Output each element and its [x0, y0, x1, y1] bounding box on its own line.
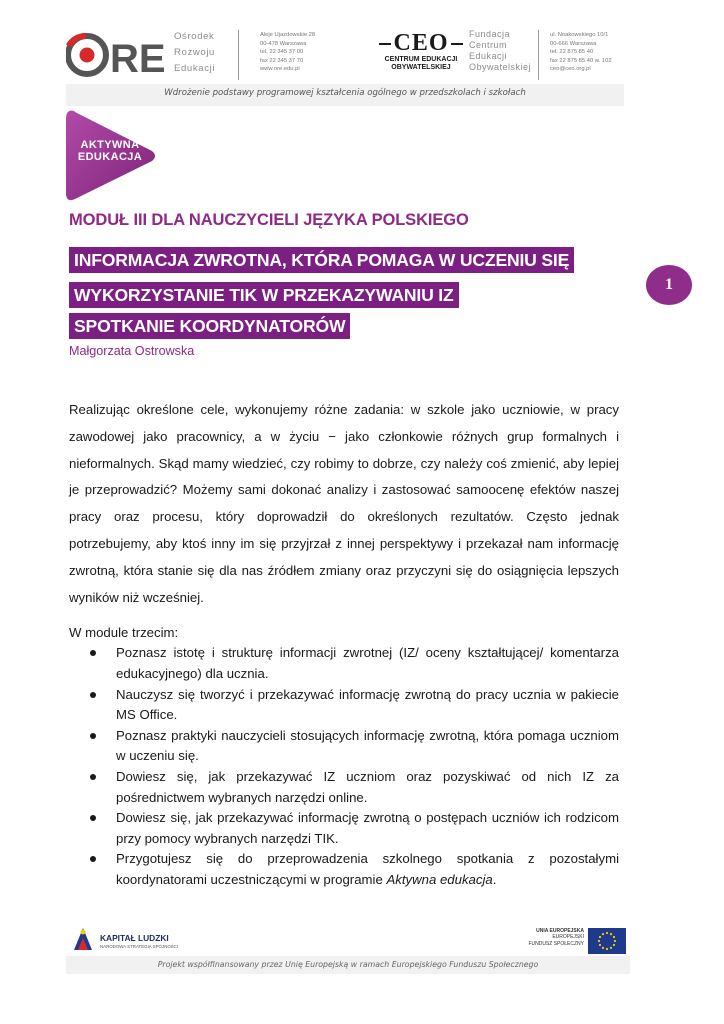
- page-header: [66, 24, 624, 104]
- page-number-badge: 1: [646, 265, 692, 305]
- ceo-name: Fundacja Centrum Edukacji Obywatelskiej: [469, 29, 532, 72]
- list-item: Przygotujesz się do przeprowadzenia szkolnego spotkania z pozostałymi koordynatorami uczestniczącymi w programie Aktywna edukacja.: [69, 849, 619, 890]
- bullet-icon: [90, 733, 96, 739]
- title-line-3: SPOTKANIE KOORDYNATORÓW: [69, 313, 350, 339]
- ceo-address: ul. Noakowskiego 10/1 00-666 Warszawa tel. 22 875 85 40 fax 22 875 85 40 w. 102 ceo@ceo.org.pl: [550, 32, 612, 73]
- list-lead: W module trzecim:: [69, 625, 179, 641]
- header-tagline: Wdrożenie podstawy programowej kształcenia ogólnego w przedszkolach i szkołach: [164, 88, 526, 98]
- ore-logo: [66, 32, 170, 78]
- title-line-2: WYKORZYSTANIE TIK W PRZEKAZYWANIU IZ: [69, 282, 459, 308]
- eu-label: UNIA EUROPEJSKA EUROPEJSKI FUNDUSZ SPOŁECZNY: [528, 928, 584, 947]
- bullet-icon: [90, 856, 96, 862]
- ceo-logo: [376, 30, 466, 80]
- bullet-icon: [90, 815, 96, 821]
- ore-name: Ośrodek Rozwoju Edukacji: [174, 31, 216, 74]
- list-item: Dowiesz się, jak przekazywać informację zwrotną o postępach uczniów ich rodzicom przy pomocy wybranych narzędzi TIK.: [69, 808, 619, 849]
- ore-address: Aleje Ujazdowskie 28 00-478 Warszawa tel. 22 345 37 00 fax 22 345 37 70 www.ore.edu.pl: [260, 32, 316, 73]
- ceo-logo-text: CEO: [393, 30, 449, 56]
- ceo-logo-sub: CENTRUM EDUKACJI: [384, 56, 458, 63]
- header-divider-2: [538, 30, 539, 80]
- list-item: Dowiesz się, jak przekazywać IZ uczniom oraz pozyskiwać od nich IZ za pośrednictwem wybranych narzędzi online.: [69, 767, 619, 808]
- bullet-icon: [90, 774, 96, 780]
- list-item: Poznasz istotę i strukturę informacji zwrotnej (IZ/ oceny kształtującej/ komentarza edukacyjnego) dla ucznia.: [69, 643, 619, 684]
- kapital-ludzki-icon: [70, 924, 96, 954]
- module-title: MODUŁ III DLA NAUCZYCIELI JĘZYKA POLSKIEGO: [69, 211, 469, 229]
- badge-label: AKTYWNA EDUKACJA: [77, 139, 143, 163]
- program-name: Aktywna edukacja: [386, 871, 493, 887]
- ceo-logo-sub-2: OBYWATELSKIEJ: [391, 64, 451, 71]
- bullet-icon: [90, 650, 96, 656]
- author-name: Małgorzata Ostrowska: [69, 344, 195, 358]
- header-divider: [238, 30, 239, 80]
- bullet-icon: [90, 692, 96, 698]
- kapital-ludzki-logo: [70, 924, 190, 956]
- page-footer: [66, 920, 630, 976]
- eu-flag-icon: [588, 928, 626, 954]
- svg-text:RE: RE: [110, 37, 166, 78]
- kapital-ludzki-title: KAPITAŁ LUDZKI: [100, 933, 169, 943]
- intro-paragraph: Realizując określone cele, wykonujemy różne zadania: w szkole jako uczniowie, w pracy zawodowej jako pracownicy, a w życiu − jako członkowie różnych grup formalnych i nieformalnych. Skąd mamy wiedzieć, czy robimy to dobrze, czy należy coś zmienić, aby lepiej je przeprowadzić? Możemy sami dokonać analizy i zastosować samoocenę efektów naszej pracy oraz procesu, który doprowadził do określonych rezultatów. Często jednak potrzebujemy, aby ktoś inny im się przyjrzał z innej perspektywy i przekazał nam informację zwrotną, która stanie się dla nas źródłem zmiany oraz przyczyni się do osiągnięcia lepszych wyników niż wcześniej.: [69, 402, 619, 605]
- list-item: Nauczysz się tworzyć i przekazywać informację zwrotną do pracy ucznia w pakiecie MS Office.: [69, 685, 619, 726]
- list-item: Poznasz praktyki nauczycieli stosujących informację zwrotną, która pomaga uczniom w uczeniu się.: [69, 726, 619, 767]
- kapital-ludzki-sub: NARODOWA STRATEGIA SPÓJNOŚCI: [100, 944, 179, 949]
- funding-note: Projekt współfinansowany przez Unię Europejską w ramach Europejskiego Funduszu Społecznego: [157, 960, 539, 969]
- objectives-list: [69, 643, 619, 890]
- title-line-1: INFORMACJA ZWROTNA, KTÓRA POMAGA W UCZENIU SIĘ: [69, 247, 574, 273]
- document-body: [69, 397, 619, 891]
